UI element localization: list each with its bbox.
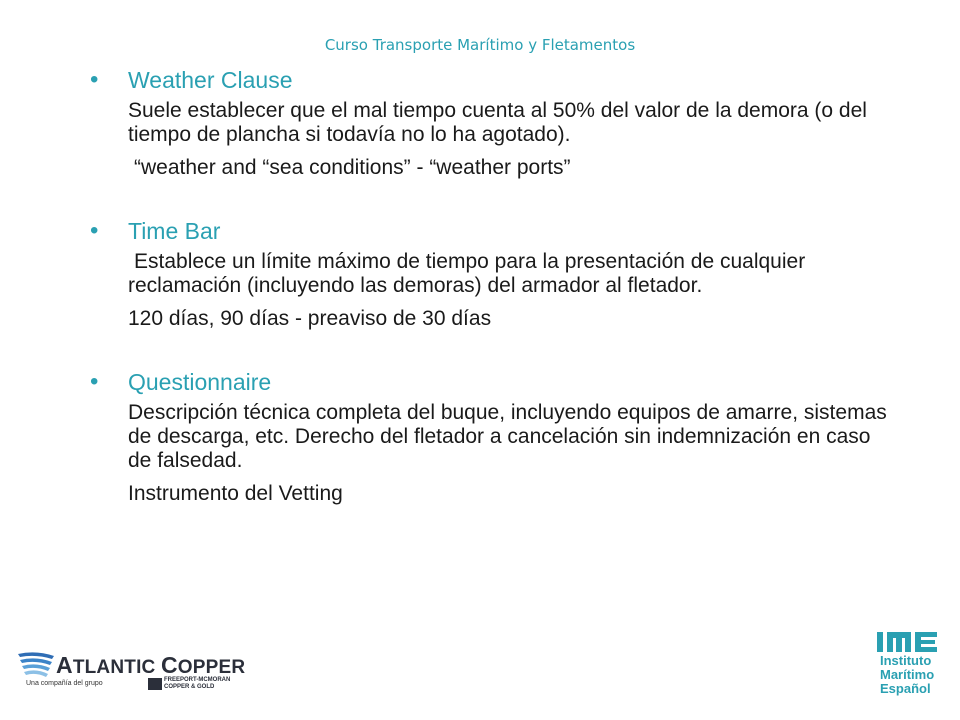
fcx-mark-icon <box>148 678 162 690</box>
bullet-list <box>90 64 890 507</box>
slide-header: Curso Transporte Marítimo y Fletamentos <box>324 36 636 54</box>
bullet-icon: • <box>90 368 99 395</box>
bullet-icon: • <box>90 66 99 93</box>
bullet-icon: • <box>90 217 99 244</box>
ime-wordmark: Instituto Marítimo Español <box>880 653 935 696</box>
item-extra: 120 días, 90 días - preaviso de 30 días <box>128 307 492 330</box>
wing-icon <box>16 648 56 680</box>
bullet-item-questionnaire <box>90 366 890 507</box>
ime-logo <box>875 632 945 702</box>
item-title: Questionnaire <box>128 369 272 395</box>
atlantic-copper-logo <box>16 648 246 692</box>
item-title: Time Bar <box>128 218 221 244</box>
item-body: Establece un límite máximo de tiempo para la presentación de cualquier reclamación (incluyendo las demoras) del armador al fletador. <box>128 250 806 297</box>
item-body: Suele establecer que el mal tiempo cuenta al 50% del valor de la demora (o del tiempo de plancha si todavía no lo ha agotado). <box>128 99 867 146</box>
item-title: Weather Clause <box>128 67 293 93</box>
fcx-wordmark: FREEPORT-MCMORAN COPPER & GOLD <box>164 677 231 690</box>
item-extra: “weather and “sea conditions” - “weather ports” <box>134 156 571 179</box>
bullet-item-time-bar <box>90 215 890 332</box>
atlantic-copper-tagline: Una compañía del grupo <box>26 680 103 687</box>
bullet-item-weather-clause <box>90 64 890 181</box>
item-extra: Instrumento del Vetting <box>128 482 343 505</box>
item-body: Descripción técnica completa del buque, incluyendo equipos de amarre, sistemas de descarga, etc. Derecho del fletador a cancelación sin indemnización en caso de falsedad. <box>128 401 887 472</box>
ime-mark-icon <box>877 632 939 652</box>
atlantic-copper-wordmark: ATLANTIC COPPER <box>56 652 246 678</box>
